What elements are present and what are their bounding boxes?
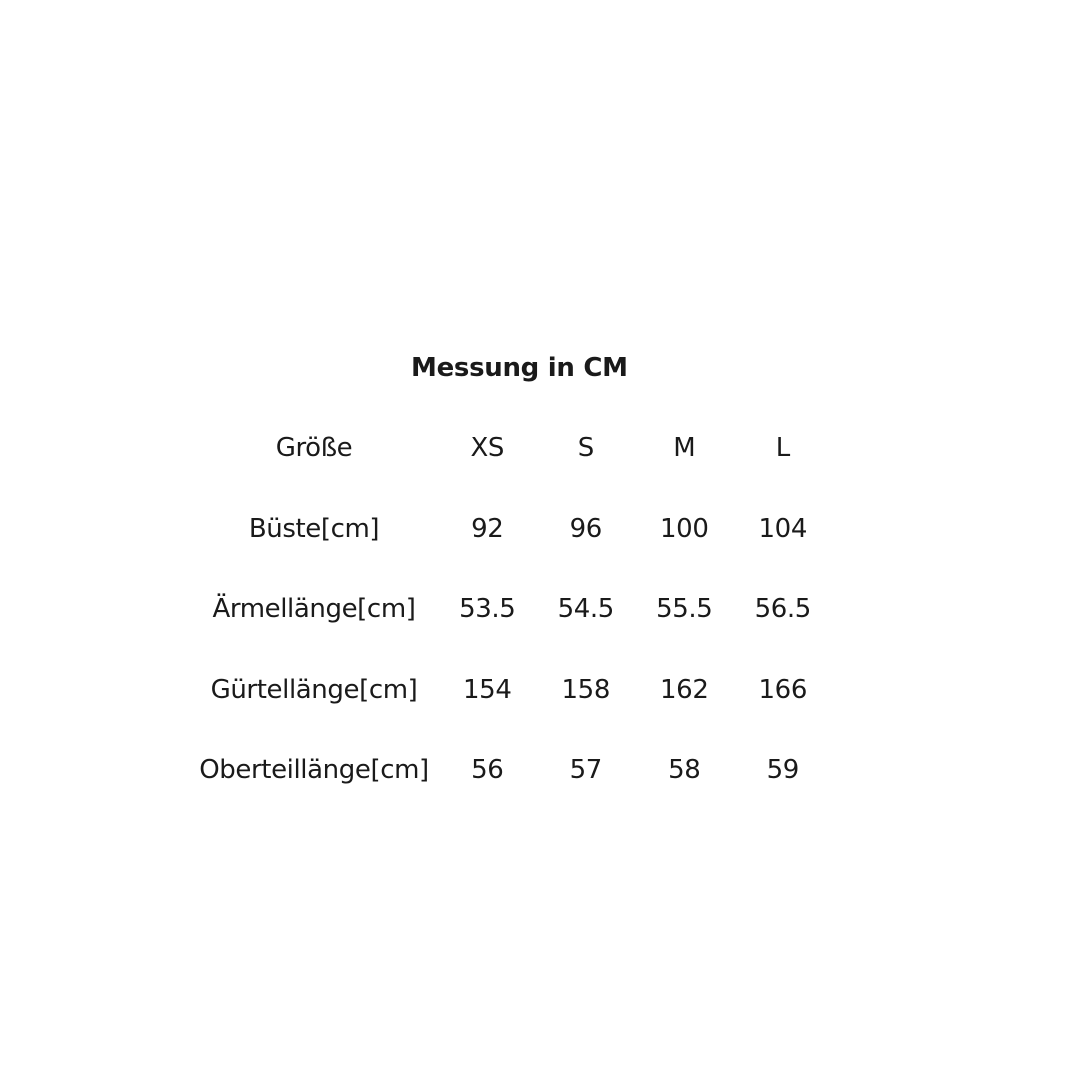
table-cell: 92 [471, 513, 504, 544]
row-label: Gürtellänge[cm] [210, 674, 418, 705]
table-row [190, 650, 832, 731]
row-label: Büste[cm] [248, 513, 380, 544]
row-label: Oberteillänge[cm] [199, 755, 429, 786]
table-cell: 104 [758, 513, 807, 544]
size-table [190, 408, 832, 811]
table-cell: 55.5 [656, 594, 713, 625]
table-cell: 59 [766, 755, 799, 786]
table-cell: 57 [569, 755, 602, 786]
table-cell: 162 [660, 674, 709, 705]
table-cell: 158 [561, 674, 610, 705]
table-row [190, 730, 832, 811]
row-label: Ärmellänge[cm] [212, 594, 416, 625]
header-label: Größe [275, 433, 353, 464]
table-cell: 54.5 [557, 594, 614, 625]
table-header-row [190, 408, 832, 489]
table-cell: 56 [471, 755, 504, 786]
table-cell: 53.5 [459, 594, 516, 625]
size-m-header: M [673, 433, 696, 464]
table-cell: 56.5 [754, 594, 811, 625]
table-row [190, 489, 832, 570]
table-cell: 154 [463, 674, 512, 705]
table-row [190, 569, 832, 650]
table-cell: 58 [668, 755, 701, 786]
size-xs-header: XS [470, 433, 504, 464]
table-cell: 166 [758, 674, 807, 705]
table-cell: 96 [569, 513, 602, 544]
table-cell: 100 [660, 513, 709, 544]
chart-title: Messung in CM [411, 353, 628, 383]
size-s-header: S [577, 433, 594, 464]
size-l-header: L [775, 433, 790, 464]
